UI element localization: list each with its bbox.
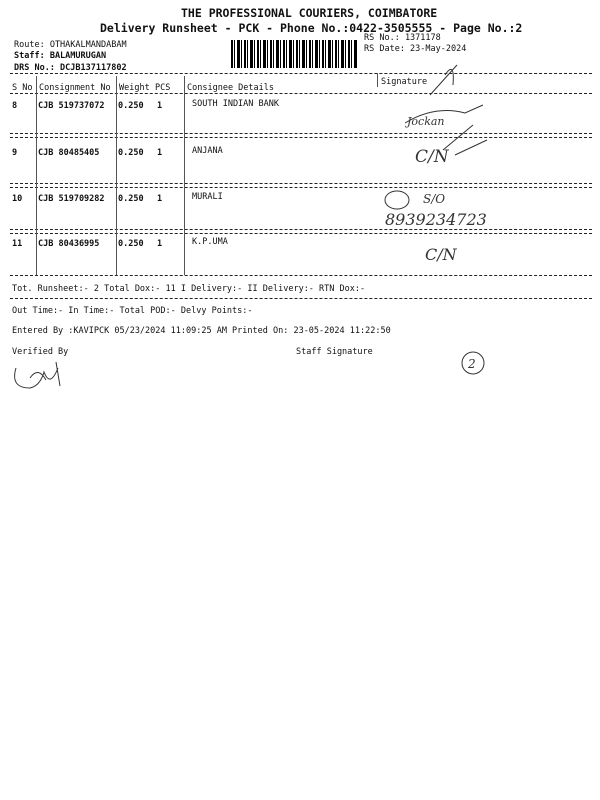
row-consignment-no: CJB 80436995 [38,239,100,249]
totals-rule [10,298,592,299]
column-divider [116,76,117,275]
handwritten-note [415,140,475,170]
entered-by-line: Entered By :KAVIPCK 05/23/2024 11:09:25 AM Printed On: 23-05-2024 11:22:50 [12,326,391,336]
verified-by-label: Verified By [12,347,69,357]
times-line: Out Time:- In Time:- Total POD:- Delvy Points:- [12,306,253,316]
row-sno: 11 [12,239,23,249]
row-consignee: MURALI [192,192,223,202]
handwritten-cn-text: C/N [415,147,449,167]
row-rule [10,233,592,234]
row-consignee: K.P.UMA [192,237,228,247]
handwritten-phone-note [383,188,513,233]
totals-line: Tot. Runsheet:- 2 Total Dox:- 11 I Delivery:- II Delivery:- RTN Dox:- [12,284,366,294]
col-header-weight: Weight [119,83,150,93]
col-header-sno: S No [12,83,33,93]
handwritten-note [425,240,485,268]
route-label: Route: OTHAKALMANDABAM [14,40,127,50]
row-sno: 8 [12,101,18,111]
row-pcs: 1 [157,148,163,158]
row-consignee: ANJANA [192,146,223,156]
rs-number: RS No.: 1371178 [364,33,441,43]
row-weight: 0.250 [118,148,144,158]
col-header-consignee: Consignee Details [187,83,274,93]
table-bottom-rule [10,275,592,276]
staff-label: Staff: BALAMURUGAN [14,51,107,61]
row-sno: 10 [12,194,23,204]
row-pcs: 1 [157,239,163,249]
column-divider [377,73,378,87]
row-weight: 0.250 [118,239,144,249]
col-header-signature: Signature [381,77,428,87]
row-pcs: 1 [157,101,163,111]
row-weight: 0.250 [118,194,144,204]
col-header-consignment: Consignment No [39,83,111,93]
page-mark-text: 2 [468,357,476,371]
drs-number: DRS No.: DCJB137117802 [14,63,127,73]
signature-scribble-text: Jockan [407,115,445,128]
handwritten-cn-text: C/N [425,245,457,264]
row-weight: 0.250 [118,101,144,111]
page-mark-circle [460,350,490,380]
runsheet-subtitle: Delivery Runsheet - PCK - Phone No.:0422-3505555 - Page No.:2 [100,21,523,35]
row-pcs: 1 [157,194,163,204]
staff-signature-label: Staff Signature [296,347,373,357]
col-header-pcs: PCS [155,83,171,93]
row-consignment-no: CJB 80485405 [38,148,100,158]
handwritten-phone-text: 8939234723 [385,210,487,229]
company-title: THE PROFESSIONAL COURIERS, COIMBATORE [181,6,438,20]
rs-date: RS Date: 23-May-2024 [364,44,467,54]
row-consignment-no: CJB 519709282 [38,194,105,204]
row-consignee: SOUTH INDIAN BANK [192,99,279,109]
row-consignment-no: CJB 519737072 [38,101,105,111]
handwritten-so-text: S/O [423,192,446,206]
verifier-signature [10,358,65,398]
column-divider [184,76,185,275]
row-sno: 9 [12,148,18,158]
barcode-image [231,40,357,68]
column-divider [36,76,37,275]
